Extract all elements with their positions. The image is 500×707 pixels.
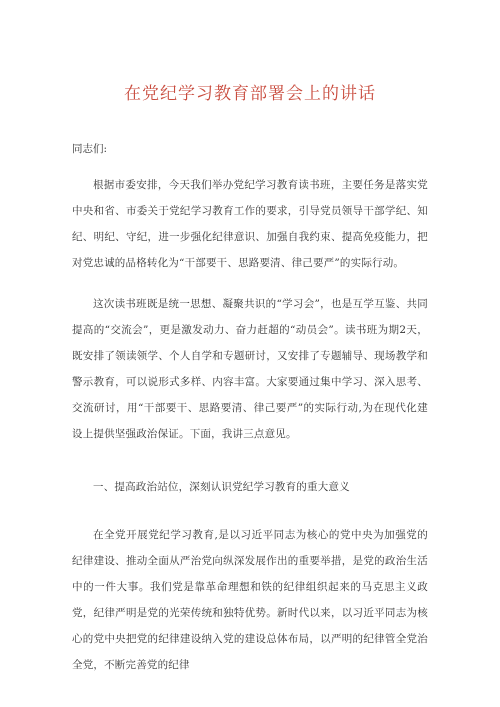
salutation: 同志们: [72, 143, 108, 155]
paragraph-1: 根据市委安排，今天我们举办党纪学习教育读书班，主要任务是落实党中央和省、市委关于党纪学习教育工作的要求，引导党员领导干部学纪、知纪、明纪、守纪，进一步强化纪律意识、加强自我约束、提高免疫能力，把对党忠诚的品格转化为“干部要干、思路要清、律己要严”的实际行动。 [72, 179, 428, 269]
paragraph-2: 这次读书班既是统一思想、凝聚共识的“学习会”，也是互学互鉴、共同提高的“交流会”，更是激发动力、奋力赶超的“动员会”。读书班为期2天，既安排了领读领学、个人自学和专题研讨，又安排了专题辅导、现场教学和警示教育，可以说形式多样、内容丰富。大家要通过集中学习、深入思考、交流研讨，用“干部要干、思路要清、律己要严”的实际行动,为在现代化建设上提供坚强政治保证。下面，我讲三点意见。 [72, 298, 428, 440]
document-title: 在党纪学习教育部署会上的讲话 [124, 84, 376, 104]
paragraph-3: 在全党开展党纪学习教育,是以习近平同志为核心的党中央为加强党的纪律建设、推动全面从严治党向纵深发展作出的重要举措，是党的政治生活中的一件大事。我们党是靠革命理想和铁的纪律组织起来的马克思主义政党，纪律严明是党的光荣传统和独特优势。新时代以来，以习近平同志为核心的党中央把党的纪律建设纳入党的建设总体布局，以严明的纪律管全党治全党，不断完善党的纪律 [72, 529, 428, 671]
section-heading-1: 一、提高政治站位，深刻认识党纪学习教育的重大意义 [93, 481, 350, 493]
